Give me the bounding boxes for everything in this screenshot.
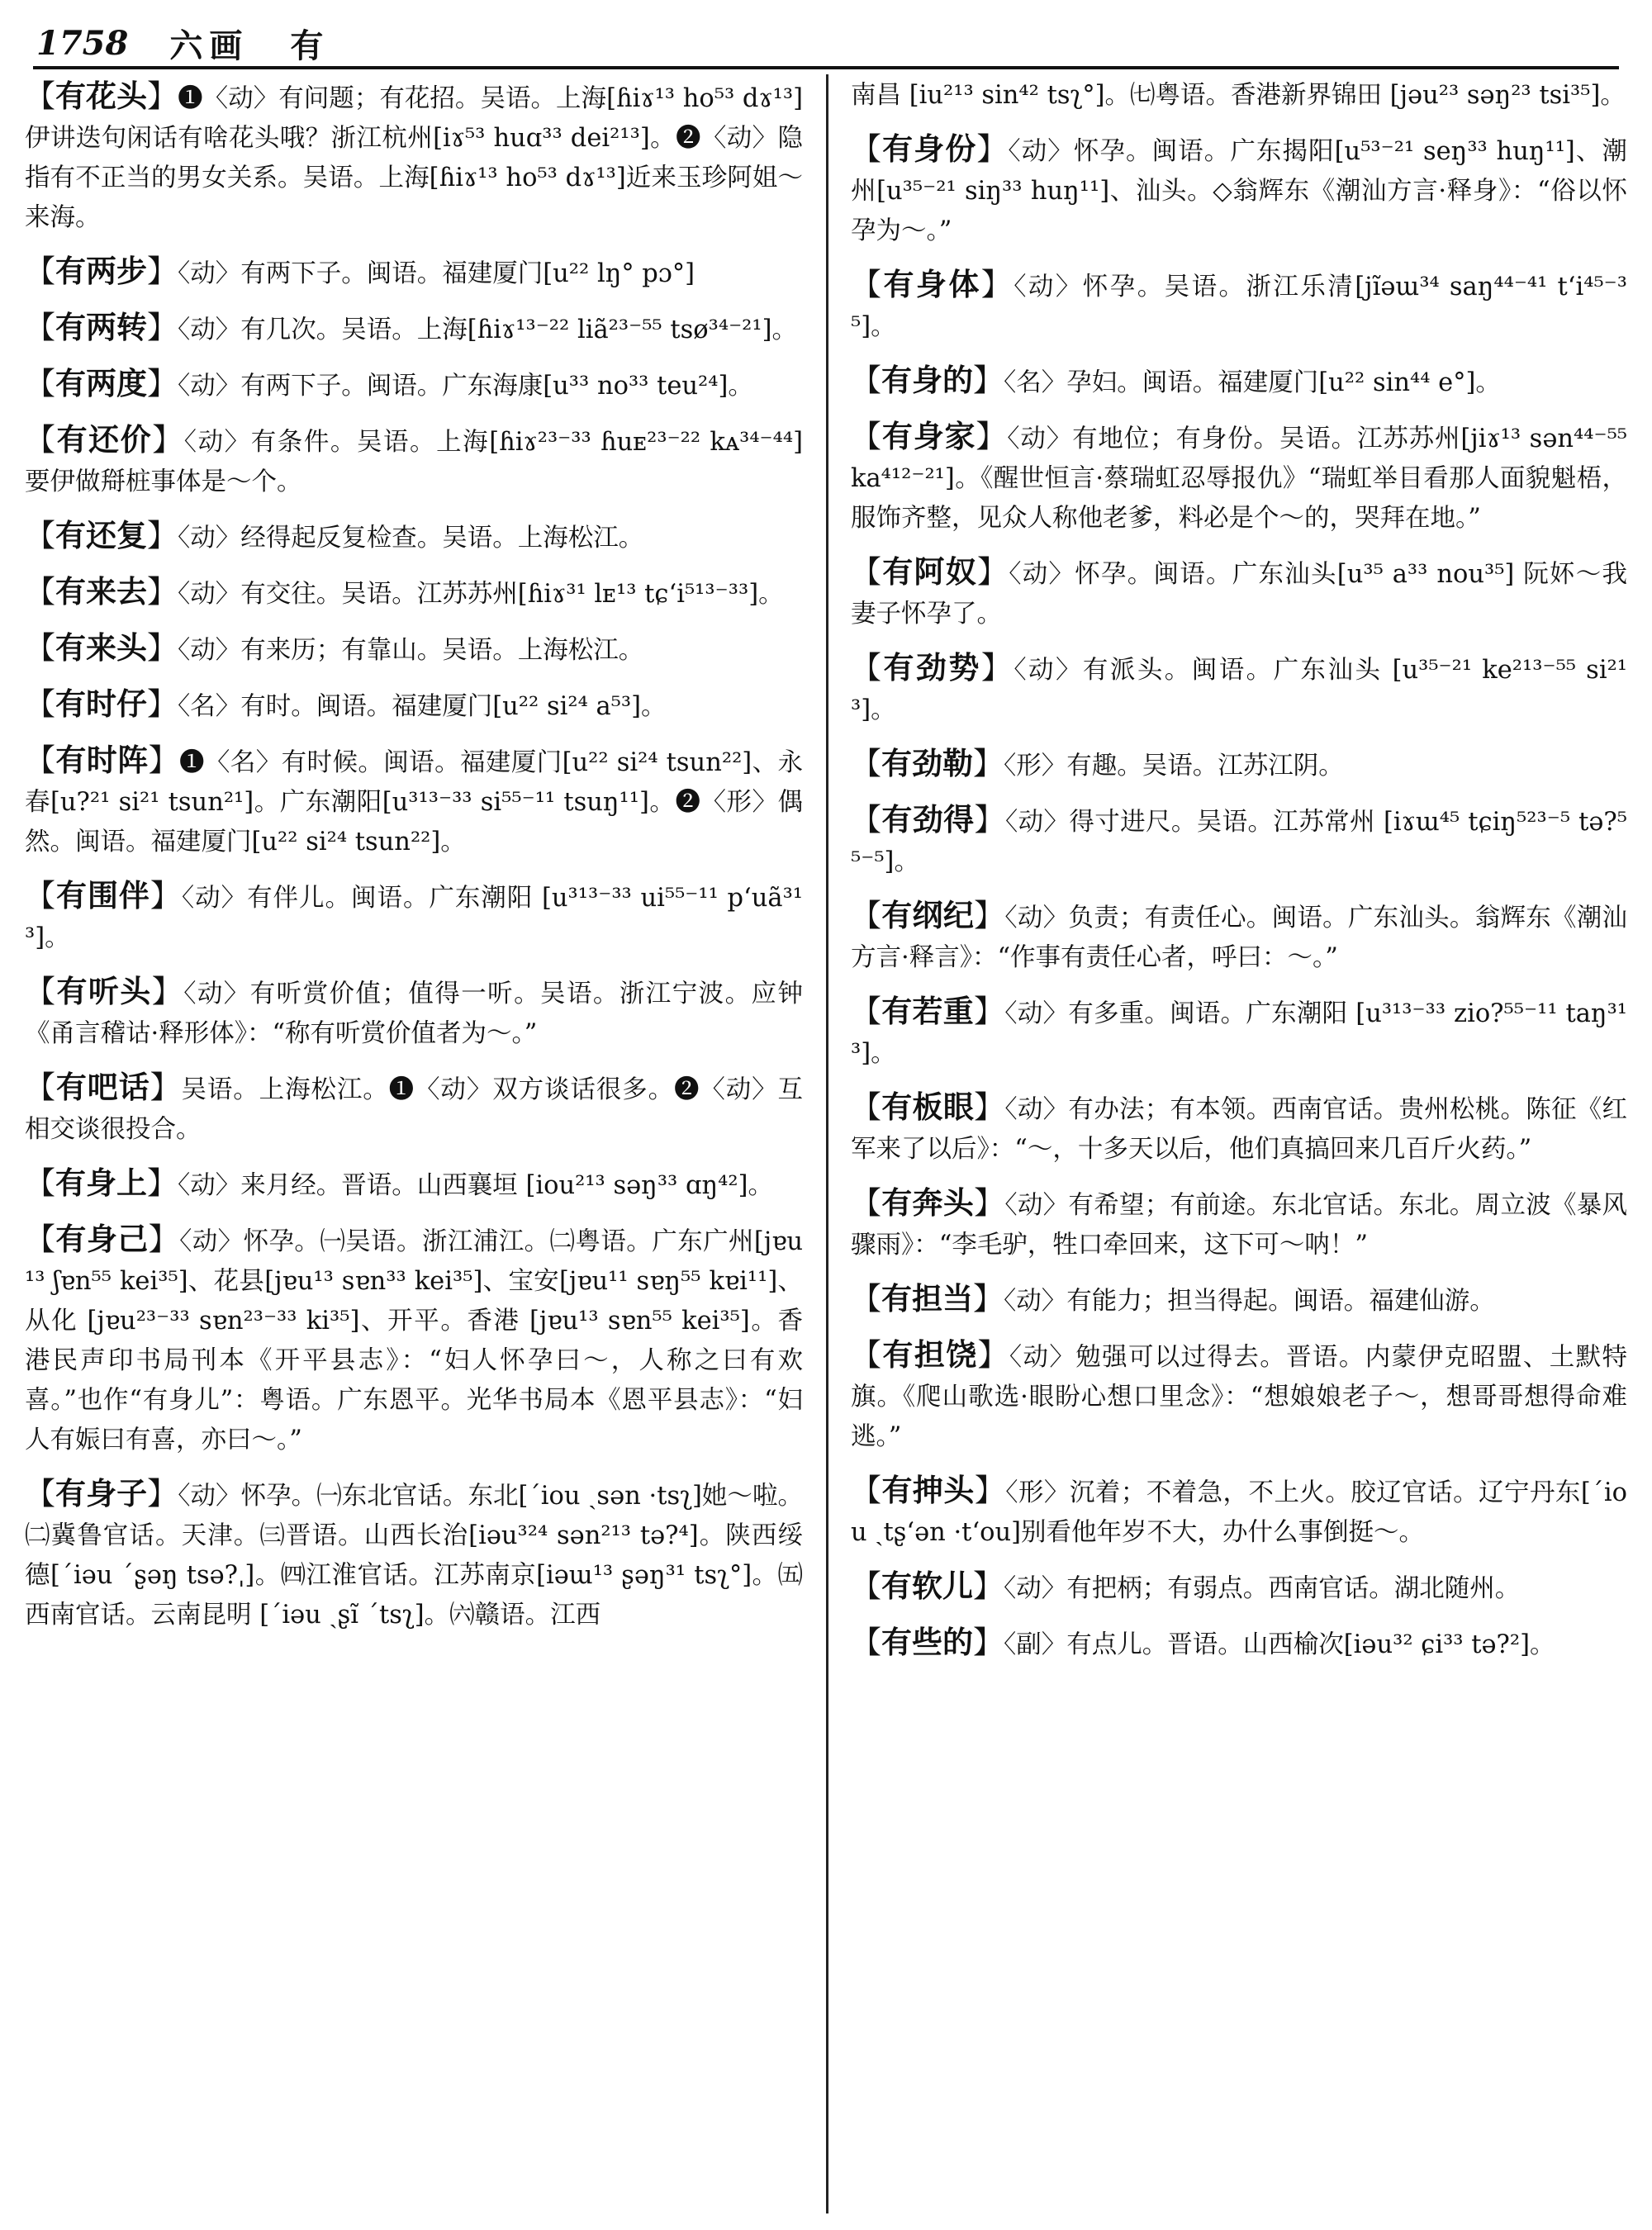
entry-definition: 〈动〉怀孕。闽语。广东汕头[u³⁵ a³³ nou³⁵] 阮妚～我妻子怀孕了。 xyxy=(851,560,1627,629)
headword-close-bracket: 】 xyxy=(973,1281,1004,1317)
headword-close-bracket: 】 xyxy=(147,1165,178,1201)
entry-headword: 有身体 xyxy=(883,266,981,302)
headword-open-bracket: 【 xyxy=(851,650,884,686)
headword-open-bracket: 【 xyxy=(25,1070,56,1105)
dictionary-entry xyxy=(25,628,803,671)
headword-open-bracket: 【 xyxy=(25,743,56,778)
dictionary-entry xyxy=(851,360,1627,403)
headword-open-bracket: 【 xyxy=(851,419,882,454)
entry-definition: 〈动〉有能力；担当得起。闽语。福建仙游。 xyxy=(1004,1287,1495,1316)
dictionary-entry xyxy=(851,416,1627,539)
entry-headword: 有身子 xyxy=(55,1475,148,1511)
entry-headword: 有吧话 xyxy=(55,1069,150,1105)
headword-open-bracket: 【 xyxy=(851,746,881,781)
entry-headword: 有来头 xyxy=(55,629,147,666)
headword-open-bracket: 【 xyxy=(851,1473,882,1508)
dictionary-entry xyxy=(851,1335,1627,1457)
dictionary-entry xyxy=(25,307,803,350)
headword-open-bracket: 【 xyxy=(851,1625,881,1660)
page-number: 1758 xyxy=(36,23,129,63)
entry-definition: 〈动〉来月经。晋语。山西襄垣 [iou²¹³ səŋ³³ ɑŋ⁴²]。 xyxy=(178,1171,773,1200)
headword-open-bracket: 【 xyxy=(25,630,55,666)
dictionary-entry xyxy=(25,572,803,614)
dictionary-entry xyxy=(851,1470,1627,1553)
entry-definition: 〈动〉怀孕。㈠吴语。浙江浦江。㈡粤语。广东广州[jɐu¹³ ʃɐn⁵⁵ kei³⁵]、花县[jɐu¹³ sɐn³³ kei³⁵]、宝安[jɐu¹¹ sɐŋ⁵⁵ kɐi¹¹]、从化 [jɐu²³⁻³³ sɐn²³⁻³³ ki³⁵]、开平。香港 [jɐu¹³ sɐn⁵⁵ kei³⁵]。香港民声印书局刊本《开平县志》：“妇人怀孕曰～，人称之曰有欢喜。”也作“有身儿”：粤语。广东恩平。光华书局本《恩平县志》：“妇人有娠曰有喜，亦曰～。” xyxy=(25,1227,803,1454)
entry-headword: 有身份 xyxy=(882,130,977,167)
column-divider xyxy=(826,74,828,2213)
headword-open-bracket: 【 xyxy=(851,131,883,167)
left-column xyxy=(25,76,803,2222)
entry-headword: 有还复 xyxy=(55,517,147,553)
entry-definition: ❶〈名〉有时候。闽语。福建厦门[u²² si²⁴ tsun²²]、永春[u?²¹ si²¹ tsun²¹]。广东潮阳[u³¹³⁻³³ si⁵⁵⁻¹¹ tsuŋ¹¹]。❷〈形〉偶然。闽语。福建厦门[u²² si²⁴ tsun²²]。 xyxy=(25,748,803,856)
dictionary-entry xyxy=(851,799,1627,882)
headword-close-bracket: 】 xyxy=(147,78,178,114)
headword-close-bracket: 】 xyxy=(147,1476,178,1511)
headword-close-bracket: 】 xyxy=(974,1089,1005,1125)
headword-open-bracket: 【 xyxy=(25,1476,56,1511)
headword-close-bracket: 】 xyxy=(150,878,182,913)
headword-open-bracket: 【 xyxy=(25,1222,56,1257)
entry-definition: 〈动〉有伴儿。闽语。广东潮阳 [u³¹³⁻³³ ui⁵⁵⁻¹¹ pʻuã³¹³]。 xyxy=(25,884,803,952)
headword-open-bracket: 【 xyxy=(25,422,57,458)
dictionary-entry xyxy=(851,1279,1627,1321)
entry-definition: 〈形〉有趣。吴语。江苏江阴。 xyxy=(1004,752,1344,780)
entry-headword: 有时仔 xyxy=(55,686,147,722)
entry-headword: 有围伴 xyxy=(55,877,150,913)
dictionary-entry xyxy=(851,76,1627,116)
page-radical: 有 xyxy=(290,26,324,65)
dictionary-entry xyxy=(851,1183,1627,1265)
entry-definition: 〈动〉负责；有责任心。闽语。广东汕头。翁辉东《潮汕方言·释言》：“作事有责任心者，呼曰：～。” xyxy=(851,904,1627,972)
headword-close-bracket: 】 xyxy=(147,686,178,722)
entry-definition: 〈动〉有希望；有前途。东北官话。东北。周立波《暴风骤雨》：“李毛驴，牲口牵回来，这下可～呐！” xyxy=(851,1191,1627,1260)
dictionary-entry xyxy=(25,420,803,502)
headword-close-bracket: 】 xyxy=(147,630,178,666)
headword-close-bracket: 】 xyxy=(151,974,184,1009)
entry-definition: 〈形〉沉着；不着急，不上火。胶辽官话。辽宁丹东[ˊiou ˏtʂʻən ·tʻou]别看他年岁不大，办什么事倒挺～。 xyxy=(851,1478,1627,1547)
header-rule xyxy=(33,66,1619,69)
headword-close-bracket: 】 xyxy=(977,554,1009,590)
headword-close-bracket: 】 xyxy=(976,419,1008,454)
right-column xyxy=(851,76,1627,2222)
page-section: 六画 xyxy=(169,26,249,65)
entry-headword: 有奔头 xyxy=(881,1184,975,1221)
entry-headword: 有身上 xyxy=(55,1165,147,1201)
headword-close-bracket: 】 xyxy=(147,366,178,401)
headword-open-bracket: 【 xyxy=(851,1281,881,1317)
entry-headword: 有阿奴 xyxy=(882,553,978,590)
headword-open-bracket: 【 xyxy=(851,1337,883,1373)
headword-close-bracket: 】 xyxy=(973,994,1005,1029)
entry-headword: 有身家 xyxy=(881,418,976,454)
entry-headword: 有两步 xyxy=(55,253,147,289)
entry-definition: 〈动〉有交往。吴语。江苏苏州[ɦiɤ³¹ lᴇ¹³ tɕʻi⁵¹³⁻³³]。 xyxy=(178,580,784,609)
entry-definition: 〈名〉有时。闽语。福建厦门[u²² si²⁴ a⁵³]。 xyxy=(178,692,667,721)
dictionary-entry xyxy=(851,895,1627,978)
headword-close-bracket: 】 xyxy=(974,1185,1005,1221)
headword-open-bracket: 【 xyxy=(25,1165,55,1201)
entry-headword: 有担当 xyxy=(881,1280,973,1317)
headword-open-bracket: 【 xyxy=(25,878,56,913)
dictionary-entry xyxy=(25,1219,803,1460)
headword-open-bracket: 【 xyxy=(851,1185,882,1221)
entry-definition: 〈动〉有两下子。闽语。广东海康[u³³ no³³ teu²⁴]。 xyxy=(178,372,753,401)
entry-headword: 有还价 xyxy=(56,421,153,458)
headword-close-bracket: 】 xyxy=(973,1625,1004,1660)
dictionary-entry xyxy=(25,971,803,1054)
headword-close-bracket: 】 xyxy=(147,254,178,289)
dictionary-entry xyxy=(25,76,803,238)
headword-close-bracket: 】 xyxy=(976,131,1009,167)
entry-definition: 〈动〉有把柄；有弱点。西南官话。湖北随州。 xyxy=(1004,1574,1521,1603)
entry-headword: 有两转 xyxy=(55,309,147,345)
headword-close-bracket: 】 xyxy=(147,310,178,345)
entry-definition: 〈动〉经得起反复检查。吴语。上海松江。 xyxy=(178,524,644,553)
headword-close-bracket: 】 xyxy=(148,743,180,778)
headword-open-bracket: 【 xyxy=(25,574,55,610)
entry-definition: 〈动〉勉强可以过得去。晋语。内蒙伊克昭盟、土默特旗。《爬山歌选·眼盼心想口里念》：“想娘娘老子～，想哥哥想得命难逃。” xyxy=(851,1343,1627,1451)
entry-definition: 〈副〉有点儿。晋语。山西榆次[iəu³² ɕi³³ tə?²]。 xyxy=(1004,1630,1555,1659)
dictionary-entry xyxy=(25,363,803,406)
dictionary-entry xyxy=(25,515,803,558)
headword-open-bracket: 【 xyxy=(25,686,55,722)
entry-headword: 有若重 xyxy=(881,993,974,1029)
dictionary-entry xyxy=(851,264,1627,347)
headword-close-bracket: 】 xyxy=(973,746,1004,781)
headword-close-bracket: 】 xyxy=(977,1337,1009,1373)
entry-headword: 有身的 xyxy=(881,362,973,398)
headword-open-bracket: 【 xyxy=(25,518,55,553)
entry-definition: 〈动〉怀孕。闽语。广东揭阳[u⁵³⁻²¹ seŋ³³ huŋ¹¹]、潮州[u³⁵⁻²¹ siŋ³³ huŋ¹¹]、汕头。◇翁辉东《潮汕方言·释身》：“俗以怀孕为～。” xyxy=(851,137,1627,245)
entry-definition: 〈动〉有几次。吴语。上海[ɦiɤ¹³⁻²² liã²³⁻⁵⁵ tsø³⁴⁻²¹]。 xyxy=(178,316,798,344)
entry-headword: 有些的 xyxy=(881,1624,973,1660)
headword-open-bracket: 【 xyxy=(851,898,882,933)
entry-definition: 〈动〉有两下子。闽语。福建厦门[u²² lŋ° pɔ°] xyxy=(178,259,695,288)
entry-headword: 有劲得 xyxy=(881,801,975,837)
headword-open-bracket: 【 xyxy=(851,802,882,837)
entry-headword: 有两度 xyxy=(55,365,147,401)
headword-open-bracket: 【 xyxy=(25,78,56,114)
dictionary-entry xyxy=(25,251,803,294)
entry-headword: 有软儿 xyxy=(881,1568,973,1604)
page-header xyxy=(36,18,1619,68)
headword-open-bracket: 【 xyxy=(851,363,881,398)
dictionary-entry xyxy=(851,743,1627,786)
headword-close-bracket: 】 xyxy=(152,422,184,458)
entry-headword: 有担饶 xyxy=(882,1336,978,1373)
entry-headword: 有劲勒 xyxy=(881,745,973,781)
entry-definition: 〈动〉有地位；有身份。吴语。江苏苏州[jiɤ¹³ sən⁴⁴⁻⁵⁵ ka⁴¹²⁻²¹]。《醒世恒言·蔡瑞虹忍辱报仇》“瑞虹举目看那人面貌魁梧，服饰齐整，见众人称他老爹，料必是个～的，哭拜在地。” xyxy=(851,425,1627,533)
headword-close-bracket: 】 xyxy=(973,1568,1004,1604)
dictionary-entry xyxy=(851,1566,1627,1609)
dictionary-entry xyxy=(25,740,803,862)
headword-open-bracket: 【 xyxy=(25,254,55,289)
headword-open-bracket: 【 xyxy=(851,1089,882,1125)
dictionary-entry xyxy=(851,1087,1627,1170)
headword-open-bracket: 【 xyxy=(25,366,55,401)
headword-close-bracket: 】 xyxy=(980,267,1014,302)
entry-definition: 〈动〉怀孕。吴语。浙江乐清[jĩəɯ³⁴ saŋ⁴⁴⁻⁴¹ tʻi⁴⁵⁻³⁵]。 xyxy=(851,273,1627,341)
dictionary-entry xyxy=(851,552,1627,634)
entry-headword: 有板眼 xyxy=(881,1089,975,1125)
entry-definition: 〈动〉得寸进尺。吴语。江苏常州 [iɤɯ⁴⁵ tɕiŋ⁵²³⁻⁵ tə?⁵⁵⁻⁵]。 xyxy=(851,808,1627,876)
entry-headword: 有来去 xyxy=(55,573,147,610)
dictionary-entry xyxy=(851,129,1627,251)
entry-headword: 有花头 xyxy=(55,78,148,114)
dictionary-entry xyxy=(851,991,1627,1074)
entry-definition: 〈动〉怀孕。㈠东北官话。东北[ˊiou ˏsən ·tsʅ]她～啦。㈡冀鲁官话。天津。㈢晋语。山西长治[iəu³²⁴ sən²¹³ tə?⁴]。陕西绥德[ˊiəu ˊʂəŋ tsə?ˌ]。㈣江淮官话。江苏南京[iəɯ¹³ ʂəŋ³¹ tsʅ°]。㈤西南官话。云南昆明 [ˊiəu ˏʂĩ ˊtsʅ]。㈥赣语。江西 xyxy=(25,1482,803,1630)
entry-headword: 有听头 xyxy=(56,973,152,1009)
entry-definition: 南昌 [iu²¹³ sin⁴² tsʅ°]。㈦粤语。香港新界锦田 [jəu²³ səŋ²³ tsi³⁵]。 xyxy=(851,81,1626,110)
headword-close-bracket: 】 xyxy=(147,574,178,610)
entry-headword: 有身己 xyxy=(55,1221,149,1257)
dictionary-entry xyxy=(851,648,1627,730)
headword-close-bracket: 】 xyxy=(148,1222,180,1257)
entry-definition: 〈名〉孕妇。闽语。福建厦门[u²² sin⁴⁴ e°]。 xyxy=(1004,368,1501,397)
headword-close-bracket: 】 xyxy=(974,802,1005,837)
headword-open-bracket: 【 xyxy=(851,267,884,302)
entry-definition: 吴语。上海松江。❶〈动〉双方谈话很多。❷〈动〉互相交谈很投合。 xyxy=(25,1075,803,1144)
entry-definition: 〈动〉有办法；有本领。西南官话。贵州松桃。陈征《红军来了以后》：“～，十多天以后，他们真搞回来几百斤火药。” xyxy=(851,1095,1627,1164)
entry-definition: 〈动〉有听赏价值；值得一听。吴语。浙江宁波。应钟《甬言稽诂·释形体》：“称有听赏价值者为～。” xyxy=(25,980,803,1048)
dictionary-entry xyxy=(25,684,803,727)
headword-close-bracket: 】 xyxy=(974,898,1005,933)
headword-close-bracket: 】 xyxy=(974,1473,1006,1508)
entry-definition: 〈动〉有派头。闽语。广东汕头 [u³⁵⁻²¹ ke²¹³⁻⁵⁵ si²¹³]。 xyxy=(851,656,1627,724)
headword-open-bracket: 【 xyxy=(25,310,55,345)
entry-headword: 有劲势 xyxy=(883,649,981,686)
headword-close-bracket: 】 xyxy=(973,363,1004,398)
dictionary-entry xyxy=(851,1622,1627,1665)
entry-definition: ❶〈动〉有问题；有花招。吴语。上海[ɦiɤ¹³ ho⁵³ dɤ¹³]伊讲迭句闲话有啥花头哦？浙江杭州[iɤ⁵³ huɑ³³ dei²¹³]。❷〈动〉隐指有不正当的男女关系。吴语。上海[ɦiɤ¹³ ho⁵³ dɤ¹³]近来玉珍阿姐～来海。 xyxy=(25,84,803,232)
headword-close-bracket: 】 xyxy=(150,1070,182,1105)
entry-definition: 〈动〉有多重。闽语。广东潮阳 [u³¹³⁻³³ zio?⁵⁵⁻¹¹ taŋ³¹³]。 xyxy=(851,999,1627,1068)
headword-open-bracket: 【 xyxy=(851,554,883,590)
headword-open-bracket: 【 xyxy=(851,994,882,1029)
dictionary-entry xyxy=(25,1163,803,1206)
dictionary-entry xyxy=(25,1473,803,1635)
headword-open-bracket: 【 xyxy=(851,1568,881,1604)
headword-open-bracket: 【 xyxy=(25,974,57,1009)
entry-headword: 有时阵 xyxy=(55,742,149,778)
headword-close-bracket: 】 xyxy=(980,650,1014,686)
entry-definition: 〈动〉有条件。吴语。上海[ɦiɤ²³⁻³³ ɦuᴇ²³⁻²² kᴀ³⁴⁻⁴⁴]要伊做搿桩事体是～个。 xyxy=(25,428,803,496)
dictionary-entry xyxy=(25,875,803,958)
dictionary-entry xyxy=(25,1067,803,1150)
entry-headword: 有纲纪 xyxy=(881,897,975,933)
headword-close-bracket: 】 xyxy=(147,518,178,553)
entry-definition: 〈动〉有来历；有靠山。吴语。上海松江。 xyxy=(178,636,644,665)
entry-headword: 有抻头 xyxy=(881,1472,975,1508)
